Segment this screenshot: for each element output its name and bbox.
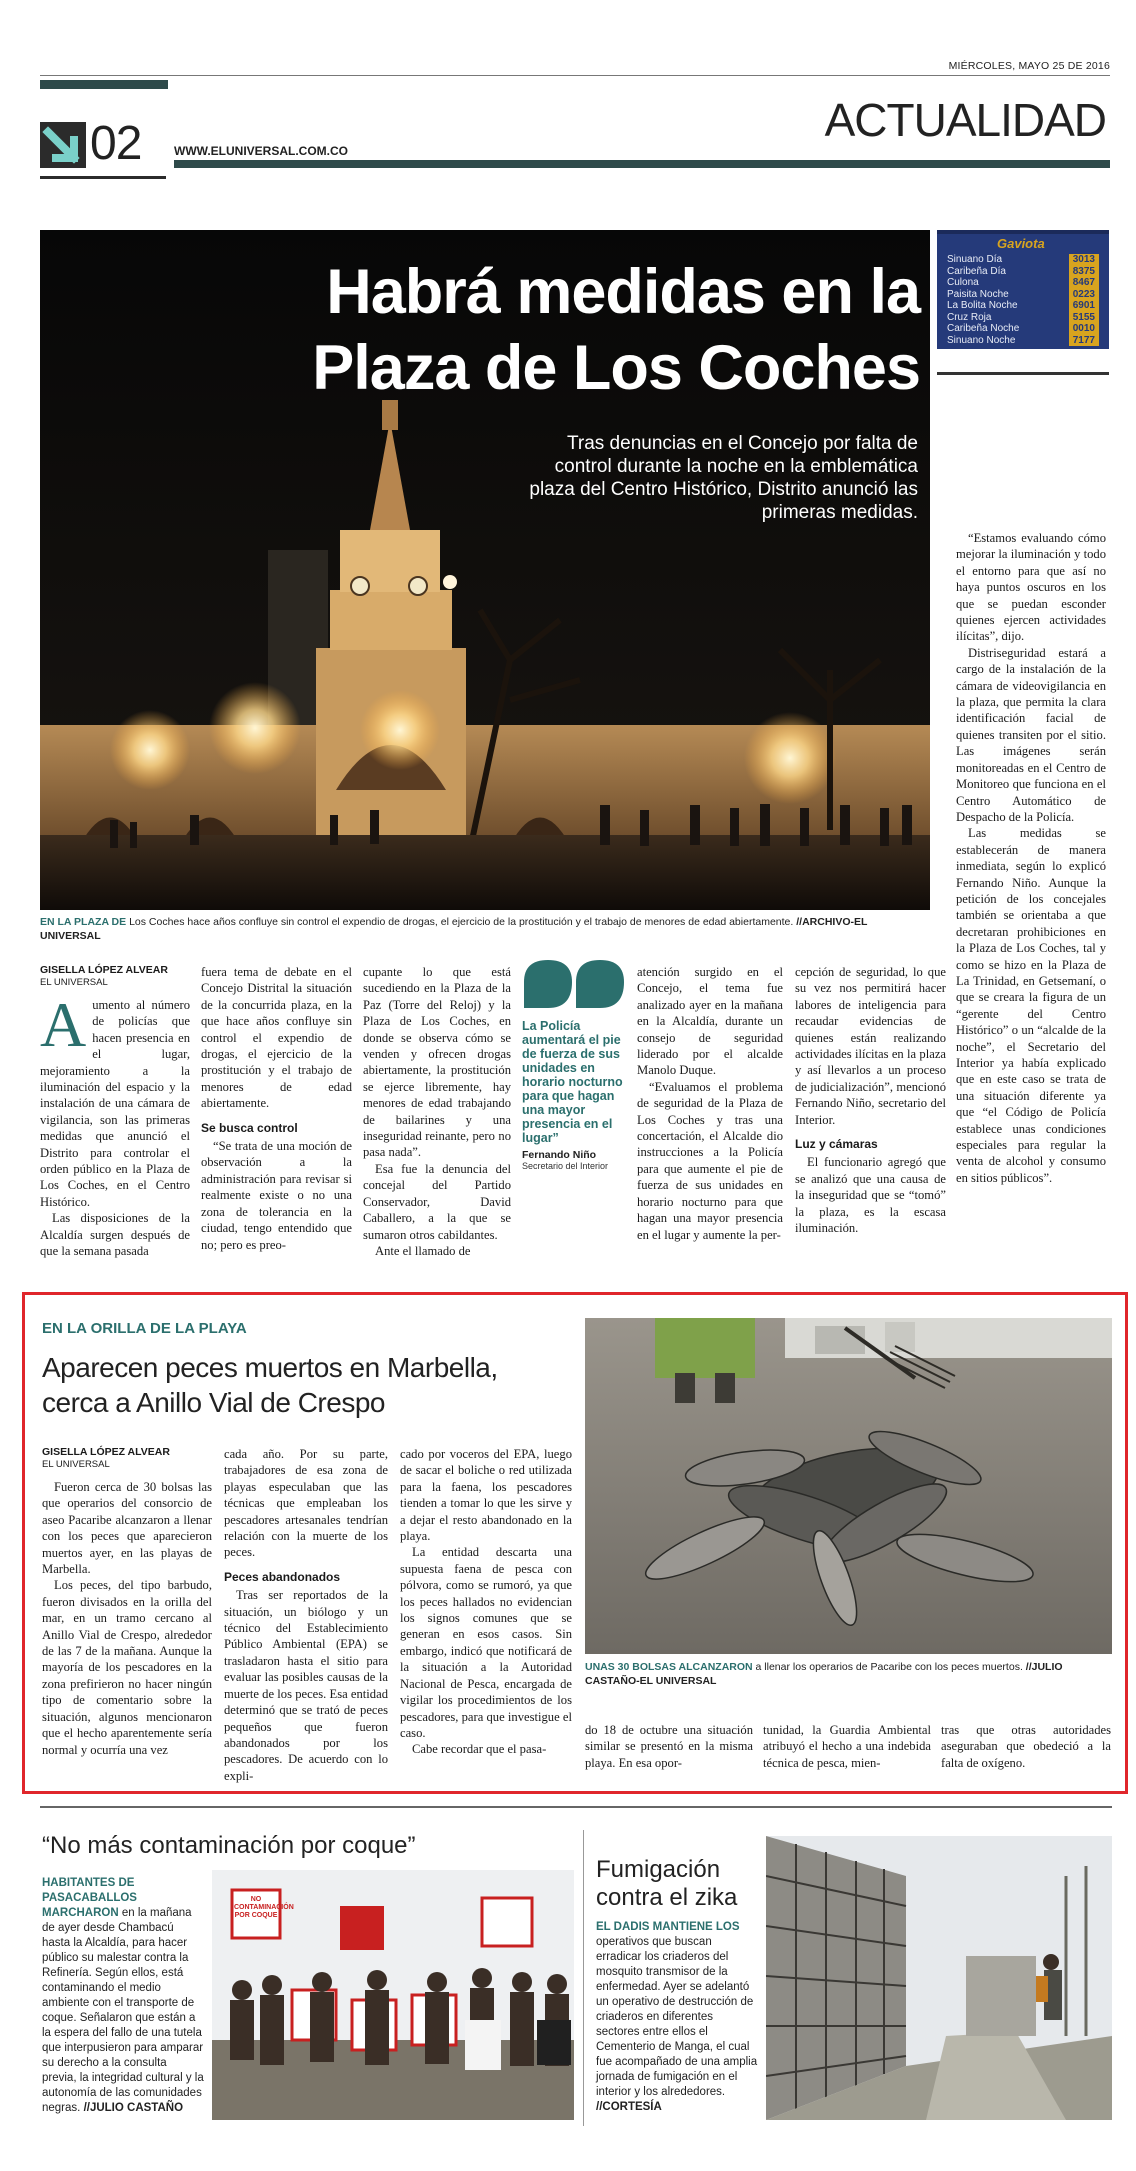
section-title: ACTUALIDAD [824,94,1106,146]
main-col2-p2: “Se trata de una moción de observación a la administración para revisar si realmente existe o no una zona de tolerancia en la ciudad, tengo entendido que no; pero es preo- [201,1139,352,1252]
zika-headline [596,1856,756,1912]
lottery-number: 8467 [1069,277,1099,289]
lottery-number: 0223 [1069,289,1099,301]
fish-photo-caption [585,1660,1110,1688]
main-col2-subhead: Se busca control [201,1120,298,1135]
main-col1-p2: Las disposiciones de la Alcaldía surgen después de que la semana pasada [40,1211,190,1259]
zika-body: operativos que buscan erradicar los criaderos del mosquito transmisor de la enfermedad. Ayer se adelantó un operativo de destrucción de criaderos en diferentes sectores entre ellos el Cementerio de Manga, el cual fue acompañado de una amplia jornada de fumigación en el interior y los alrededores. [596,1936,758,2098]
fish-col2-p2: Tras ser reportados de la situación, un biólogo y un técnico del Establecimiento Público Ambiental (EPA) se trasladaron hasta el sitio para evaluar las posibles causas de la muerte de los peces. Esa entidad determinó que se trató de peces pequeños que fueron abandonados por los pescadores. De acuerdo con lo expli- [224,1588,388,1783]
page-marker [40,114,160,174]
lottery-number: 5155 [1069,312,1099,324]
lottery-number: 3013 [1069,254,1099,266]
main-outlet: EL UNIVERSAL [40,977,108,988]
fish-col-5 [763,1722,931,1771]
fish-col1-p1: Fueron cerca de 30 bolsas las que operarios del consorcio de aseo Pacaribe alcanzaron a llenar con los peces que aparecieron muertos ayer, en las playas de Marbella. [42,1480,212,1577]
protest-sign-text: NO CONTAMINACIÓN POR COQUE [234,1896,294,1919]
main-deck: Tras denuncias en el Concejo por falta de control durante la noche en la emblemática plaza del Centro Histórico, Distrito anunció las primeras medidas. [529,433,918,523]
lottery-name: Sinuano Día [947,254,1003,265]
fish-caption-text: a llenar los operarios de Pacaribe con los peces muertos. [755,1661,1023,1673]
main-col3-p1: cupante lo que está sucediendo en la Plaza de la Paz (Torre del Reloj) y la Plaza de Los Coches, en donde se observa cómo se venden y ofrecen drogas abiertamente, la prostitución se ejerce libremente, hay menores de edad trabajando de bailarines y una inseguridad reinante, pero no pasa nada”. [363,965,511,1160]
pullquote-role: Secretario del Interior [522,1161,609,1171]
fish-col2-subhead: Peces abandonados [224,1569,341,1584]
fish-col4-text: do 18 de octubre una situación similar se presentó en la misma playa. En esa opor- [585,1723,753,1770]
zika-text [596,1920,758,2115]
fish-headline [42,1350,582,1420]
lottery-name: Cruz Roja [947,311,992,323]
lottery-name: La Bolita Noche [947,300,1018,311]
main-col1-p1: umento al número de policías que hacen presencia en el lugar, mejoramiento a la iluminación del espacio y la instalación de una cámara de vigilancia, son las primeras medidas que anunció el Distrito para controlar el orden público en la Plaza de Los Coches, en el Centro Histórico. [40,998,190,1209]
main-col6-p2: El funcionario agregó que se analizó que una causa de la inseguridad que se “tomó” la plaza, es la escasa iluminación. [795,1155,946,1236]
fish-caption-lead: UNAS 30 BOLSAS ALCANZARON [585,1661,753,1673]
fish-col3-p2: La entidad descarta una supuesta faena de pesca con pólvora, como se rumoró, ya que los peces hallados no evidencian los signos comunes que se generan en esos casos. Sin embargo, indicó que notificará de la situación a la Autoridad Nacional de Pesca, encargada de vigilar los procedimientos de los pescadores, para que investigue el caso. [400,1545,572,1740]
lottery-row [947,277,1099,289]
main-col6-p1: cepción de seguridad, lo que su vez nos permitirá hacer labores de inteligencia para recaudar evidencias de quienes están realizando actividades ilícitas en la plaza y así llevarlos a un proceso de judicialización”, mencionó Fernando Niño, secretario del Interior. [795,965,946,1127]
fish-col6-text: tras que otras autoridades aseguraban que obedeció a la falta de oxígeno. [941,1723,1111,1770]
main-col-3 [363,964,511,1259]
website[interactable]: WWW.ELUNIVERSAL.COM.CO [174,144,348,158]
page-number-underline [40,176,166,179]
arrow-icon [40,122,86,168]
header-top-rule [40,75,1110,76]
fish-col3-p1: cado por voceros del EPA, luego de sacar el boliche o red utilizada para la faena, los pescadores tienden a tomar lo que les sirve y a dejar el resto abandonado en la playa. [400,1447,572,1544]
lottery-name: Caribeña Noche [947,323,1020,334]
lottery-row [947,289,1099,301]
zika-credit: //CORTESÍA [596,2101,662,2113]
fish-col-1 [42,1446,212,1758]
pullquote-text: La Policía aumentará el pie de fuerza de sus unidades en horario nocturno para que hagan una mayor presencia en el lugar” [522,1019,623,1145]
coque-lead: HABITANTES DE PASACABALLOS MARCHARON [42,1877,137,1919]
fish-caption-credit: //JULIO CASTAÑO-EL UNIVERSAL [585,1661,1063,1687]
fish-col5-text: tunidad, la Guardia Ambiental atribuyó el hecho a una indebida técnica de pesca, mien- [763,1723,931,1770]
fish-col-3 [400,1446,572,1758]
fish-col-4 [585,1722,753,1771]
fish-kicker: EN LA ORILLA DE LA PLAYA [42,1320,247,1337]
coque-credit: //JULIO CASTAÑO [83,2102,184,2114]
lottery-name: Paisita Noche [947,288,1009,300]
fish-col-6 [941,1722,1111,1771]
main-col5-p2: “Evaluamos el problema de seguridad de la Plaza de Los Coches y tras una concertación, el Alcalde dio instrucciones a la Policía para que aumente el pie de fuerza de sus unidades en horario nocturno para que hagan una mayor presencia en el lugar y aumente la per- [637,1079,783,1242]
main-col-5 [637,964,783,1243]
page-number: 02 [90,117,142,170]
lottery-rule [937,372,1109,375]
fish-col2-p1: cada año. Por su parte, trabajadores de esa zona de playas especulaban que las técnicas que empleaban los pescadores artesanales tendrían relación con la muerte de los peces. [224,1447,388,1560]
lottery-number: 7177 [1069,335,1099,347]
lottery-row [947,300,1099,312]
plaza-photo-caption [40,915,930,943]
fish-photo [585,1318,1112,1654]
caption-text: Los Coches hace años confluye sin control el expendio de drogas, el ejercicio de la prostitución y el trabajo de menores de edad abiertamente. [129,916,794,928]
cemetery-photo [766,1836,1112,2120]
bottom-section-rule [40,1806,1112,1808]
zika-headline-line-1: Fumigación [596,1856,721,1883]
headline-line-1: Habrá medidas en la [326,257,920,327]
header-band [40,80,168,89]
main-col-2 [201,964,352,1253]
lottery-row [947,266,1099,278]
fish-col1-p2: Los peces, del tipo barbudo, fueron divisados en la orilla del mar, en un tramo cercano al Anillo Vial de Crespo, alrededor de las 7 de la mañana. Aunque la mayoría de los pescadores en la zona prefirieron no hacer ningún tipo de comentario sobre la situación, algunos mencionaron que el hecho aparentemente sería normal y ocurría una vez [42,1578,212,1757]
bottom-column-divider [583,1830,584,2126]
lottery-name: Culona [947,277,979,288]
lottery-number: 6901 [1069,300,1099,312]
side-p3: Las medidas se establecerán de manera inmediata, según lo explicó Fernando Niño. Aunque la petición de los concejales también se orientaba a que decretaran prohibiciones en la Plaza de Los Coches, tal y como se hizo en la Plaza de La Trinidad, en Getsemaní, o que se creara la figura de un “gerente del Centro Histórico” o un “alcalde de la noche”, el Secretario del Interior ya había explicado que en este caso se trata de una situación diferente ya que “el Código de Policía establece unas condiciones especiales para regular la venta de alcohol y consumo en sitios públicos”. [956,826,1106,1185]
lottery-name: Sinuano Noche [947,334,1016,346]
main-headline [150,254,920,406]
fish-col3-p3: Cabe recordar que el pasa- [412,1742,547,1757]
lottery-number: 0010 [1069,323,1099,335]
side-p2: Distriseguridad estará a cargo de la instalación de la cámara de videovigilancia en la plaza, que permita la clara identificación facial de quienes transiten por el sitio. Las imágenes serán monitoreadas en el Centro de Monitoreo que funciona en el Centro Automático de Despacho de la Policía. [956,645,1106,824]
lottery-row [947,312,1099,324]
headline-line-2: Plaza de Los Coches [312,333,920,403]
lottery-row [947,323,1099,335]
lottery-box [937,230,1109,349]
caption-lead: EN LA PLAZA DE [40,916,127,928]
main-col-6 [795,964,946,1237]
lottery-row [947,335,1099,347]
section-rule [174,160,1110,168]
coque-body: en la mañana de ayer desde Chambacú hasta la Alcaldía, para hacer público su malestar contra la Refinería. Según ellos, está contaminando el medio ambiente con el transporte de coque. Señalaron que están a la espera del fallo de una tutela que interpusieron para amparar su derecho a la consulta previa, la integridad cultural y la autonomía de las comunidades negras. [42,1907,204,2114]
main-col3-p2: Esa fue la denuncia del concejal del Partido Conservador, David Caballero, a la que se sumaron otros cabildantes. [363,1161,511,1242]
main-col6-subhead: Luz y cámaras [795,1137,878,1152]
protest-photo [212,1870,574,2120]
main-side-col [956,530,1106,1186]
lottery-brand: Gaviota [997,236,1045,251]
side-p1: “Estamos evaluando cómo mejorar la iluminación y todo el entorno para que así no haya puntos oscuros en los que se puedan esconder quienes ejercen actividades ilícitas”, dijo. [956,531,1106,644]
pullquote [522,960,634,1171]
coque-headline: “No más contaminación por coque” [42,1832,416,1859]
zika-headline-line-2: contra el zika [596,1884,738,1911]
lottery-row [947,254,1099,266]
fish-headline-line-1: Aparecen peces muertos en Marbella, [42,1352,498,1383]
lottery-number: 8375 [1069,266,1099,278]
main-byline: GISELLA LÓPEZ ALVEAR [40,964,168,976]
caption-credit: //ARCHIVO-EL UNIVERSAL [40,916,868,942]
fish-col-2 [224,1446,388,1784]
main-col2-p1: fuera tema de debate en el Concejo Distrital la situación de la concurrida plaza, en la que hace años confluye sin control el expendio de drogas, el ejercicio de la prostitución y el trabajo de menores de edad abiertamente. [201,965,352,1111]
pullquote-name: Fernando Niño [522,1149,597,1161]
fish-byline: GISELLA LÓPEZ ALVEAR [42,1446,170,1458]
main-col-1 [40,964,190,1260]
dropcap: A [40,989,87,1060]
fish-headline-line-2: cerca a Anillo Vial de Crespo [42,1387,385,1418]
main-col3-p3: Ante el llamado de [375,1243,471,1258]
lottery-rows [947,254,1099,346]
edition-date: MIÉRCOLES, MAYO 25 DE 2016 [948,60,1110,72]
lottery-name: Caribeña Día [947,265,1006,277]
main-col5-p1: atención surgido en el Concejo, el tema fue analizado ayer en la mañana en la Alcaldía, durante un consejo de seguridad liderado por el alcalde Manolo Duque. [637,965,783,1078]
zika-lead: EL DADIS MANTIENE LOS [596,1921,740,1933]
fish-outlet: EL UNIVERSAL [42,1459,110,1470]
coque-text [42,1876,204,2116]
quote-mark-icon [522,960,626,1010]
